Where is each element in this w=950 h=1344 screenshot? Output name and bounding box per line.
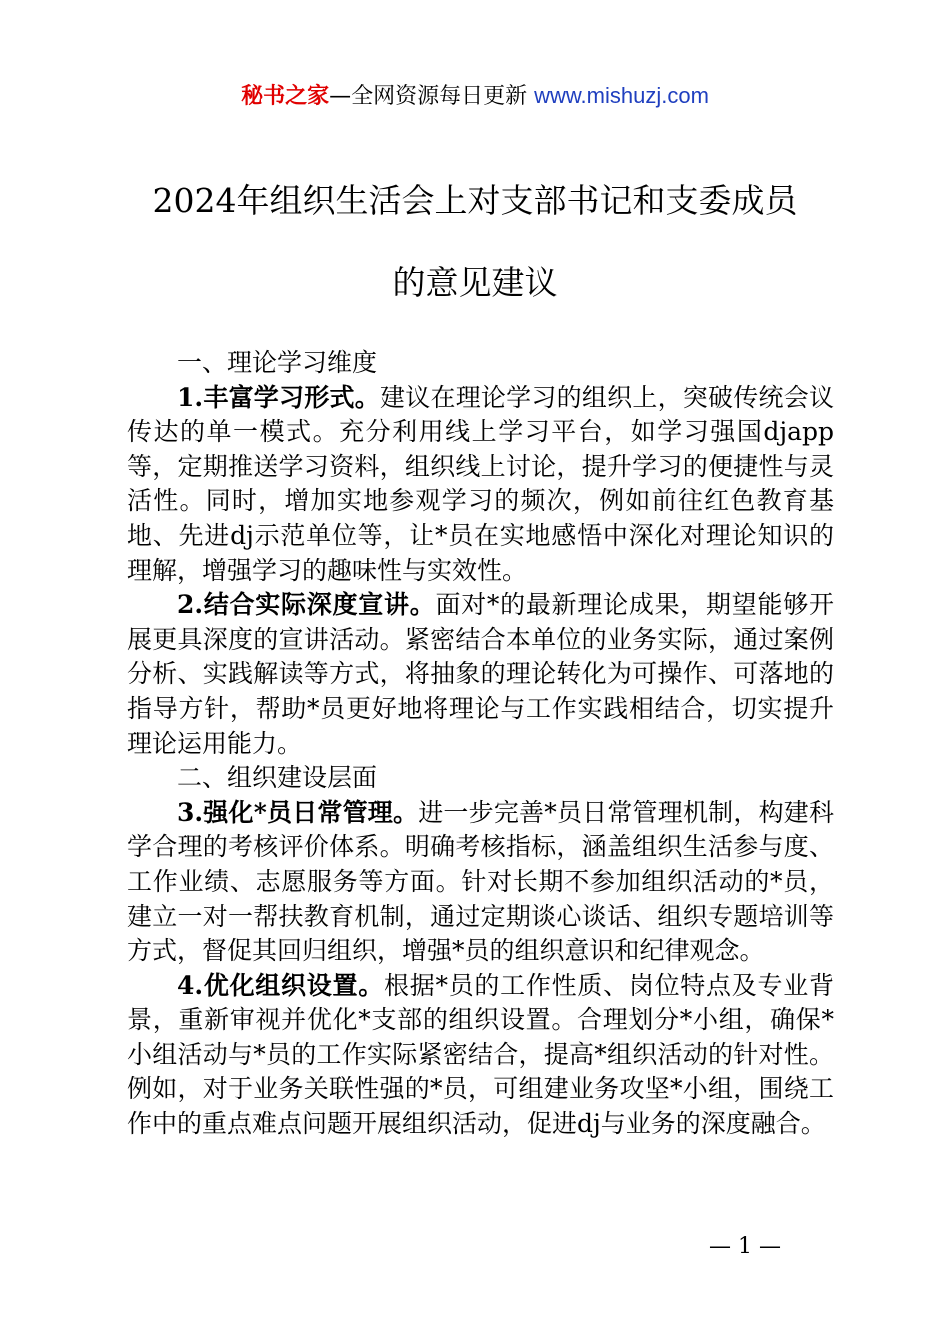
paragraph-4 (127, 969, 834, 1142)
paragraph-lead: 1.丰富学习形式。 (177, 382, 380, 412)
paragraph-3 (127, 796, 834, 969)
site-url-link[interactable]: www.mishuzj.com (534, 83, 709, 108)
paragraph-lead: 3.强化*员日常管理。 (177, 797, 419, 827)
site-banner (0, 80, 950, 113)
paragraph-lead: 2.结合实际深度宣讲。 (177, 590, 436, 620)
document-title (60, 160, 890, 324)
paragraph-text: 建议在理论学习的组织上，突破传统会议传达的单一模式。充分利用线上学习平台，如学习强国djapp等，定期推送学习资料，组织线上讨论，提升学习的便捷性与灵活性。同时，增加实地参观学习的频次，例如前往红色教育基地、先进dj示范单位等，让*员在实地感悟中深化对理论知识的理解，增强学习的趣味性与实效性。 (127, 382, 834, 585)
title-line-1: 2024年组织生活会上对支部书记和支委成员 (152, 181, 798, 220)
section-heading-1: 一、理论学习维度 (177, 348, 378, 377)
title-line-2: 的意见建议 (392, 263, 558, 302)
paragraph-lead: 4.优化组织设置。 (177, 970, 384, 1000)
page-number: — 1 — (709, 1234, 781, 1259)
paragraph-text: 进一步完善*员日常管理机制，构建科学合理的考核评价体系。明确考核指标，涵盖组织生活参与度、工作业绩、志愿服务等方面。针对长期不参加组织活动的*员，建立一对一帮扶教育机制，通过定期谈心谈话、组织专题培训等方式，督促其回归组织，增强*员的组织意识和纪律观念。 (127, 797, 834, 966)
site-tagline: —全网资源每日更新 (329, 84, 528, 109)
site-brand: 秘书之家 (241, 84, 330, 109)
paragraph-2 (127, 588, 834, 761)
section-heading-2: 二、组织建设层面 (177, 763, 378, 793)
paragraph-text: 根据*员的工作性质、岗位特点及专业背景，重新审视并优化*支部的组织设置。合理划分*小组，确保*小组活动与*员的工作实际紧密结合，提高*组织活动的针对性。例如，对于业务关联性强的*员，可组建业务攻坚*小组，围绕工作中的重点难点问题开展组织活动，促进dj与业务的深度融合。 (127, 970, 834, 1139)
paragraph-text: 面对*的最新理论成果，期望能够开展更具深度的宣讲活动。紧密结合本单位的业务实际，通过案例分析、实践解读等方式，将抽象的理论转化为可操作、可落地的指导方针，帮助*员更好地将理论与工作实践相结合，切实提升理论运用能力。 (127, 590, 834, 758)
paragraph-1 (127, 381, 834, 589)
document-body (127, 346, 834, 1142)
